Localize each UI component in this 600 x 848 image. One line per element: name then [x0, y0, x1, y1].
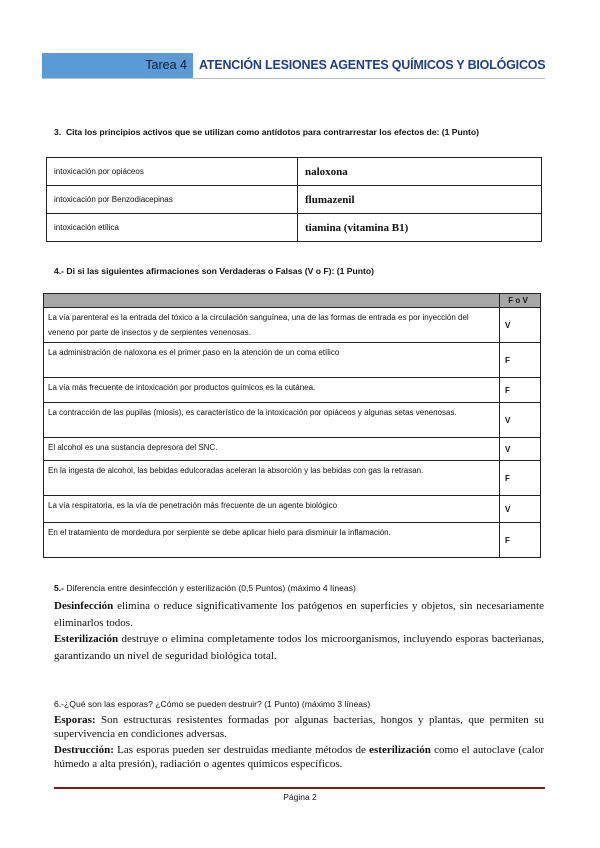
statement-answer: V — [500, 403, 541, 438]
page-number: Página 2 — [283, 792, 317, 802]
q3-prompt — [54, 127, 479, 137]
statement-text: La vía más frecuente de intoxicación por productos químicos es la cutánea. — [44, 378, 500, 403]
destruccion-text-a: Las esporas pueden ser destruidas mediante métodos de — [113, 744, 370, 756]
header-task-label: Tarea 4 — [145, 58, 187, 72]
antidote-condition: intoxicación por opiáceos — [47, 158, 298, 186]
q5-answer-esterilizacion — [54, 631, 544, 664]
table-row — [44, 523, 541, 558]
header-fv-cell: F o V — [500, 294, 541, 308]
desinfeccion-term: Desinfección — [54, 600, 114, 612]
statement-text: La vía respiratoria, es la vía de penetración más frecuente de un agente biológico — [44, 496, 500, 523]
destruccion-term: Destrucción: — [54, 744, 114, 756]
table-row — [47, 214, 542, 242]
esterilizacion-term: Esterilización — [54, 633, 119, 645]
q5-answer-desinfeccion — [54, 598, 544, 631]
table-row — [44, 308, 541, 343]
header-statement-cell — [44, 294, 500, 308]
antidote-table — [46, 157, 542, 242]
statement-text: En el tratamiento de mordedura por serpiente se debe aplicar hielo para disminuir la inflamación. — [44, 523, 500, 558]
statement-answer: V — [500, 496, 541, 523]
q6-answer-destruccion — [54, 743, 544, 771]
statement-text: La vía parenteral es la entrada del tóxico a la circulación sanguínea, una de las formas de entrada es por inyección del veneno por parte de insectos y de serpientes venenosas. — [44, 308, 500, 343]
q5-prompt — [54, 583, 356, 593]
q6-prompt — [54, 699, 370, 709]
table-row — [47, 158, 542, 186]
table-row — [44, 438, 541, 461]
table-row — [44, 403, 541, 438]
statement-text: El alcohol es una sustancia depresora del SNC. — [44, 438, 500, 461]
table-row — [44, 343, 541, 378]
q5-text: Diferencia entre desinfección y esterilización (0,5 Puntos) (máximo 4 líneas) — [64, 583, 356, 593]
statement-text: La administración de naloxona es el primer paso en la atención de un coma etílico — [44, 343, 500, 378]
destruccion-bold-term: esterilización — [369, 744, 431, 756]
footer-divider — [54, 787, 545, 789]
page-header — [42, 53, 545, 79]
antidote-answer: naloxona — [298, 158, 542, 186]
q4-prompt — [54, 266, 374, 276]
antidote-answer: flumazenil — [298, 186, 542, 214]
q5-number: 5.- — [54, 583, 65, 593]
q6-text: 6.-¿Qué son las esporas? ¿Cómo se pueden destruir? (1 Punto) (máximo 3 líneas) — [54, 699, 371, 709]
q3-text: Cita los principios activos que se utilizan como antídotos para contrarrestar los efectos de: (1 Punto) — [65, 127, 480, 137]
q4-text: 4.- Di si las siguientes afirmaciones son Verdaderas o Falsas (V o F): (1 Punto) — [54, 266, 374, 276]
table-row — [44, 378, 541, 403]
esterilizacion-text: destruye o elimina completamente todos los microorganismos, incluyendo esporas bacterianas, garantizando un nivel de seguridad biológica total. — [54, 633, 544, 662]
statement-text: La contracción de las pupilas (miosis), es característico de la intoxicación por opiáceos y algunas setas venenosas. — [44, 403, 500, 438]
esporas-term: Esporas: — [54, 714, 96, 726]
header-title: ATENCIÓN LESIONES AGENTES QUÍMICOS Y BIOLÓGICOS — [199, 58, 546, 72]
statement-answer: F — [500, 461, 541, 496]
true-false-table — [43, 293, 541, 558]
desinfeccion-text: elimina o reduce significativamente los patógenos en superficies y objetos, sin necesariamente eliminarlos todos. — [54, 600, 544, 629]
table-row — [47, 186, 542, 214]
statement-answer: F — [500, 378, 541, 403]
statement-answer: V — [500, 438, 541, 461]
header-task-tab — [42, 53, 193, 78]
q3-number: 3. — [54, 127, 62, 137]
table-row — [44, 496, 541, 523]
table-row — [44, 461, 541, 496]
antidote-answer: tiamina (vitamina B1) — [298, 214, 542, 242]
statement-answer: F — [500, 343, 541, 378]
statement-text: En la ingesta de alcohol, las bebidas edulcoradas aceleran la absorción y las bebidas con gas la retrasan. — [44, 461, 500, 496]
statement-answer: V — [500, 308, 541, 343]
antidote-condition: intoxicación etílica — [47, 214, 298, 242]
q6-answer-esporas — [54, 713, 544, 741]
destruccion-text-b: como el autoclave (calor húmedo a alta presión), radiación o agentes químicos específicos. — [54, 744, 544, 770]
esporas-text: Son estructuras resistentes formadas por algunas bacterias, hongos y plantas, que permiten su supervivencia en condiciones adversas. — [54, 714, 544, 740]
statement-answer: F — [500, 523, 541, 558]
table-header-row — [44, 294, 541, 308]
antidote-condition: intoxicación por Benzodiacepinas — [47, 186, 298, 214]
